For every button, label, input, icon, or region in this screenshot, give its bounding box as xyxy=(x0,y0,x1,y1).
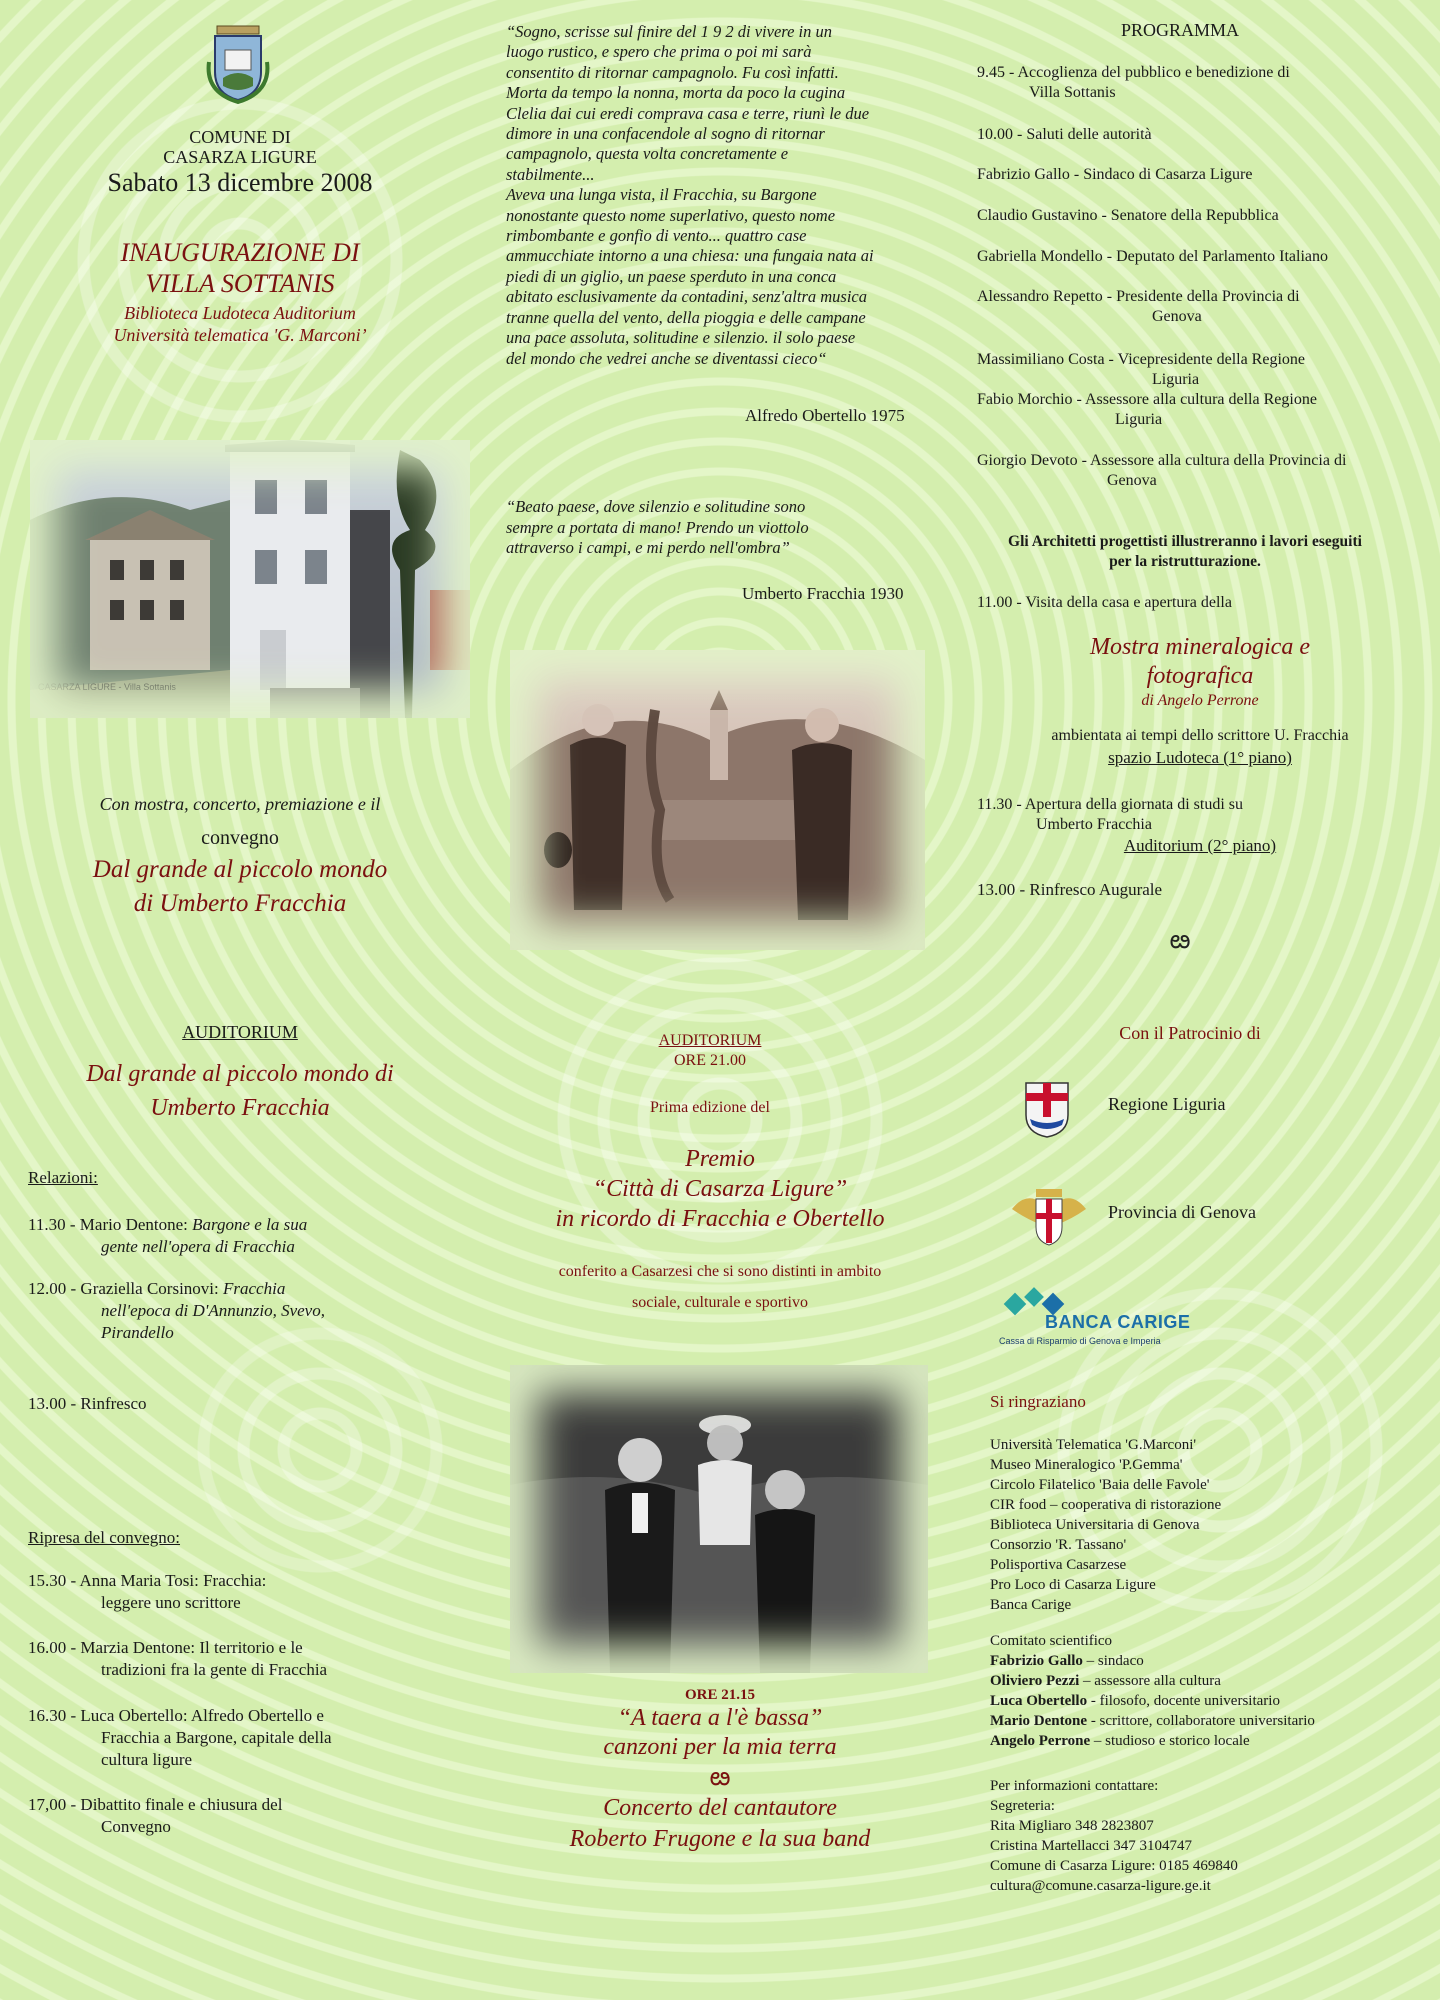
ripresa-item: 17,00 - Dibattito finale e chiusura del Convegno xyxy=(28,1795,283,1836)
ore-label-2: ORE 21.15 xyxy=(684,1687,755,1703)
list-item: Circolo Filatelico 'Baia delle Favole' xyxy=(990,1477,1210,1493)
fracchia-author: Umberto Fracchia 1930 xyxy=(742,584,904,603)
rinfresco-augurale: 13.00 - Rinfresco Augurale xyxy=(977,880,1163,899)
provincia-genova-logo xyxy=(1006,1185,1092,1251)
list-item: Angelo Perrone – studioso e storico locale xyxy=(990,1733,1250,1749)
fleuron-ornament: ఴ xyxy=(709,1762,731,1791)
program-item: Alessandro Repetto - Presidente della Provincia di Genova xyxy=(977,288,1300,325)
contact-heading: Per informazioni contattare: xyxy=(990,1778,1159,1794)
ringraziano-heading: Si ringraziano xyxy=(990,1392,1086,1411)
convegno-title-line2: Umberto Fracchia xyxy=(150,1095,330,1121)
contact-line: Segreteria: xyxy=(990,1798,1055,1814)
visita-line: 11.00 - Visita della casa e apertura della xyxy=(977,594,1232,611)
event-date: Sabato 13 dicembre 2008 xyxy=(107,168,373,197)
obertello-author: Alfredo Obertello 1975 xyxy=(745,406,905,425)
ripresa-item: 16.30 - Luca Obertello: Alfredo Obertello e Fracchia a Bargone, capitale della cultura ligure xyxy=(28,1706,332,1769)
premio-dedication: in ricordo di Fracchia e Obertello xyxy=(555,1206,885,1232)
program-item: Gabriella Mondello - Deputato del Parlamento Italiano xyxy=(977,248,1328,265)
ripresa-item: 16.00 - Marzia Dentone: Il territorio e le tradizioni fra la gente di Fracchia xyxy=(28,1638,328,1679)
comune-label: COMUNE DI xyxy=(189,127,291,147)
concerto-line1: Concerto del cantautore xyxy=(603,1795,837,1821)
programma-title: PROGRAMMA xyxy=(1120,20,1240,40)
villa-photo xyxy=(30,440,470,718)
ore-label: ORE 21.00 xyxy=(674,1052,746,1069)
contact-line: Comune di Casarza Ligure: 0185 469840 xyxy=(990,1858,1238,1874)
banca-carige-name: BANCA CARIGE xyxy=(1045,1312,1191,1332)
villa-title: VILLA SOTTANIS xyxy=(145,269,335,298)
contact-line: Cristina Martellacci 347 3104747 xyxy=(990,1838,1193,1854)
premio-name: “Città di Casarza Ligure” xyxy=(592,1176,848,1202)
list-item: Polisportiva Casarzese xyxy=(990,1557,1127,1573)
regione-liguria-logo xyxy=(1022,1079,1072,1139)
list-item: Biblioteca Universitaria di Genova xyxy=(990,1517,1200,1533)
spazio-ludoteca: spazio Ludoteca (1° piano) xyxy=(1108,748,1292,767)
contact-line: Rita Migliaro 348 2823807 xyxy=(990,1818,1154,1834)
banca-carige-logo xyxy=(997,1286,1207,1352)
list-item: Oliviero Pezzi – assessore alla cultura xyxy=(990,1673,1221,1689)
program-item: Giorgio Devoto - Assessore alla cultura della Provincia di Genova xyxy=(977,452,1347,489)
ripresa-item: 15.30 - Anna Maria Tosi: Fracchia: leggere uno scrittore xyxy=(28,1571,267,1612)
relazione-item: 11.30 - Mario Dentone: Bargone e la sua gente nell'opera di Fracchia xyxy=(28,1215,308,1256)
contact-email[interactable]: cultura@comune.casarza-ligure.ge.it xyxy=(990,1878,1211,1894)
conferito-line1: conferito a Casarzesi che si sono distinti in ambito xyxy=(558,1263,882,1280)
program-item: Claudio Gustavino - Senatore della Repubblica xyxy=(977,207,1279,224)
canzoni-title: “A taera a l'è bassa” xyxy=(617,1705,823,1731)
inauguration-title: INAUGURAZIONE DI xyxy=(120,238,360,267)
historic-group-photo xyxy=(510,1365,928,1673)
apertura-line1: 11.30 - Apertura della giornata di studi su xyxy=(977,796,1244,813)
subtitle-university: Università telematica 'G. Marconi’ xyxy=(113,325,367,345)
villa-photo-caption: CASARZA LIGURE - Villa Sottanis xyxy=(38,682,176,692)
comitato-heading: Comitato scientifico xyxy=(990,1633,1113,1649)
provincia-genova-label: Provincia di Genova xyxy=(1108,1202,1256,1222)
program-item: Massimiliano Costa - Vicepresidente della Regione Liguria xyxy=(977,351,1305,388)
canzoni-subtitle: canzoni per la mia terra xyxy=(603,1734,837,1760)
convegno-title-line1: Dal grande al piccolo mondo di xyxy=(86,1061,394,1087)
mostra-author: di Angelo Perrone xyxy=(1141,692,1259,709)
list-item: Luca Obertello - filosofo, docente universitario xyxy=(990,1693,1280,1709)
program-item: 10.00 - Saluti delle autorità xyxy=(977,126,1152,143)
convegno-title-line1: Dal grande al piccolo mondo xyxy=(92,856,388,883)
subtitle-library: Biblioteca Ludoteca Auditorium xyxy=(124,303,356,323)
concerto-line2: Roberto Frugone e la sua band xyxy=(569,1826,871,1852)
fracchia-obertello-photo xyxy=(510,650,925,950)
convegno-title-line2: di Umberto Fracchia xyxy=(133,890,347,917)
ambientata-line: ambientata ai tempi dello scrittore U. Fracchia xyxy=(1051,727,1349,744)
program-item: Fabrizio Gallo - Sindaco di Casarza Ligure xyxy=(977,166,1253,183)
patrocinio-heading: Con il Patrocinio di xyxy=(1119,1023,1261,1043)
program-item: 9.45 - Accoglienza del pubblico e benedizione di Villa Sottanis xyxy=(977,64,1290,101)
thanks-list xyxy=(990,1435,1221,1615)
conferito-line2: sociale, culturale e sportivo xyxy=(632,1294,808,1311)
fracchia-quote: “Beato paese, dove silenzio e solitudine sono sempre a portata di mano! Prendo un viottolo attraverso i campi, e mi perdo nell'ombra” xyxy=(506,497,809,557)
coat-of-arms-logo xyxy=(205,22,271,104)
town-label: CASARZA LIGURE xyxy=(163,147,317,167)
regione-liguria-label: Regione Liguria xyxy=(1108,1094,1226,1114)
mostra-title-line1: Mostra mineralogica e xyxy=(1090,634,1310,660)
banca-carige-subtitle: Cassa di Risparmio di Genova e Imperia xyxy=(999,1336,1161,1346)
auditorium-heading: AUDITORIUM xyxy=(182,1022,298,1042)
fleuron-ornament: ఴ xyxy=(1169,925,1191,954)
comitato-list xyxy=(990,1631,1315,1751)
list-item: CIR food – cooperativa di ristorazione xyxy=(990,1497,1222,1513)
premio-title: Premio xyxy=(685,1146,755,1172)
relazione-item: 12.00 - Graziella Corsinovi: Fracchia nell'epoca di D'Annunzio, Svevo, Pirandello xyxy=(28,1279,325,1342)
prima-edizione: Prima edizione del xyxy=(650,1099,770,1116)
list-item: Banca Carige xyxy=(990,1597,1072,1613)
auditorium-floor: Auditorium (2° piano) xyxy=(1123,836,1277,855)
architetti-line2: per la ristrutturazione. xyxy=(1109,553,1261,570)
contact-info xyxy=(990,1776,1238,1896)
architetti-line1: Gli Architetti progettisti illustreranno i lavori eseguiti xyxy=(1008,533,1362,550)
intro-line: Con mostra, concerto, premiazione e il xyxy=(99,794,381,814)
relazioni-heading: Relazioni: xyxy=(28,1168,98,1187)
convegno-label: convegno xyxy=(201,827,279,849)
program-item: Fabio Morchio - Assessore alla cultura della Regione Liguria xyxy=(977,391,1317,428)
list-item: Museo Mineralogico 'P.Gemma' xyxy=(990,1457,1183,1473)
list-item: Mario Dentone - scrittore, collaboratore universitario xyxy=(990,1713,1315,1729)
list-item: Fabrizio Gallo – sindaco xyxy=(990,1653,1144,1669)
apertura-line2: Umberto Fracchia xyxy=(1036,816,1152,833)
ripresa-heading: Ripresa del convegno: xyxy=(28,1528,181,1547)
list-item: Pro Loco di Casarza Ligure xyxy=(990,1577,1156,1593)
auditorium-heading: AUDITORIUM xyxy=(658,1032,762,1049)
list-item: Consorzio 'R. Tassano' xyxy=(990,1537,1127,1553)
rinfresco-item: 13.00 - Rinfresco xyxy=(28,1394,147,1413)
list-item: Università Telematica 'G.Marconi' xyxy=(990,1437,1197,1453)
obertello-quote: “Sogno, scrisse sul finire del 1 9 2 di vivere in un luogo rustico, e spero che prima o poi mi sarà consentito di ritornar campagnolo. Fu così infatti. Morta da tempo la nonna, morta da poco la cugina Clelia dai cui eredi comprava casa e terre, riunì le due dimore in una confacendole al sogno di ritornar campagnolo, questa volta concretamente e stabilmente... Aveva una lunga vista, il Fracchia, su Bargone nonostante questo nome superlativo, questo nome rimbombante e gonfio di vento... quattro case ammucchiate intorno a una chiesa: una fungaia nata ai piedi di un giglio, un paese sperduto in una conca abitato esclusivamente da contadini, senz'altra musica tranne quella del vento, della pioggia e delle campane una pace assoluta, solitudine e silenzio. il solo paese del mondo che vedrei anche se diventassi cieco“ xyxy=(506,22,874,368)
mostra-title-line2: fotografica xyxy=(1146,663,1254,689)
